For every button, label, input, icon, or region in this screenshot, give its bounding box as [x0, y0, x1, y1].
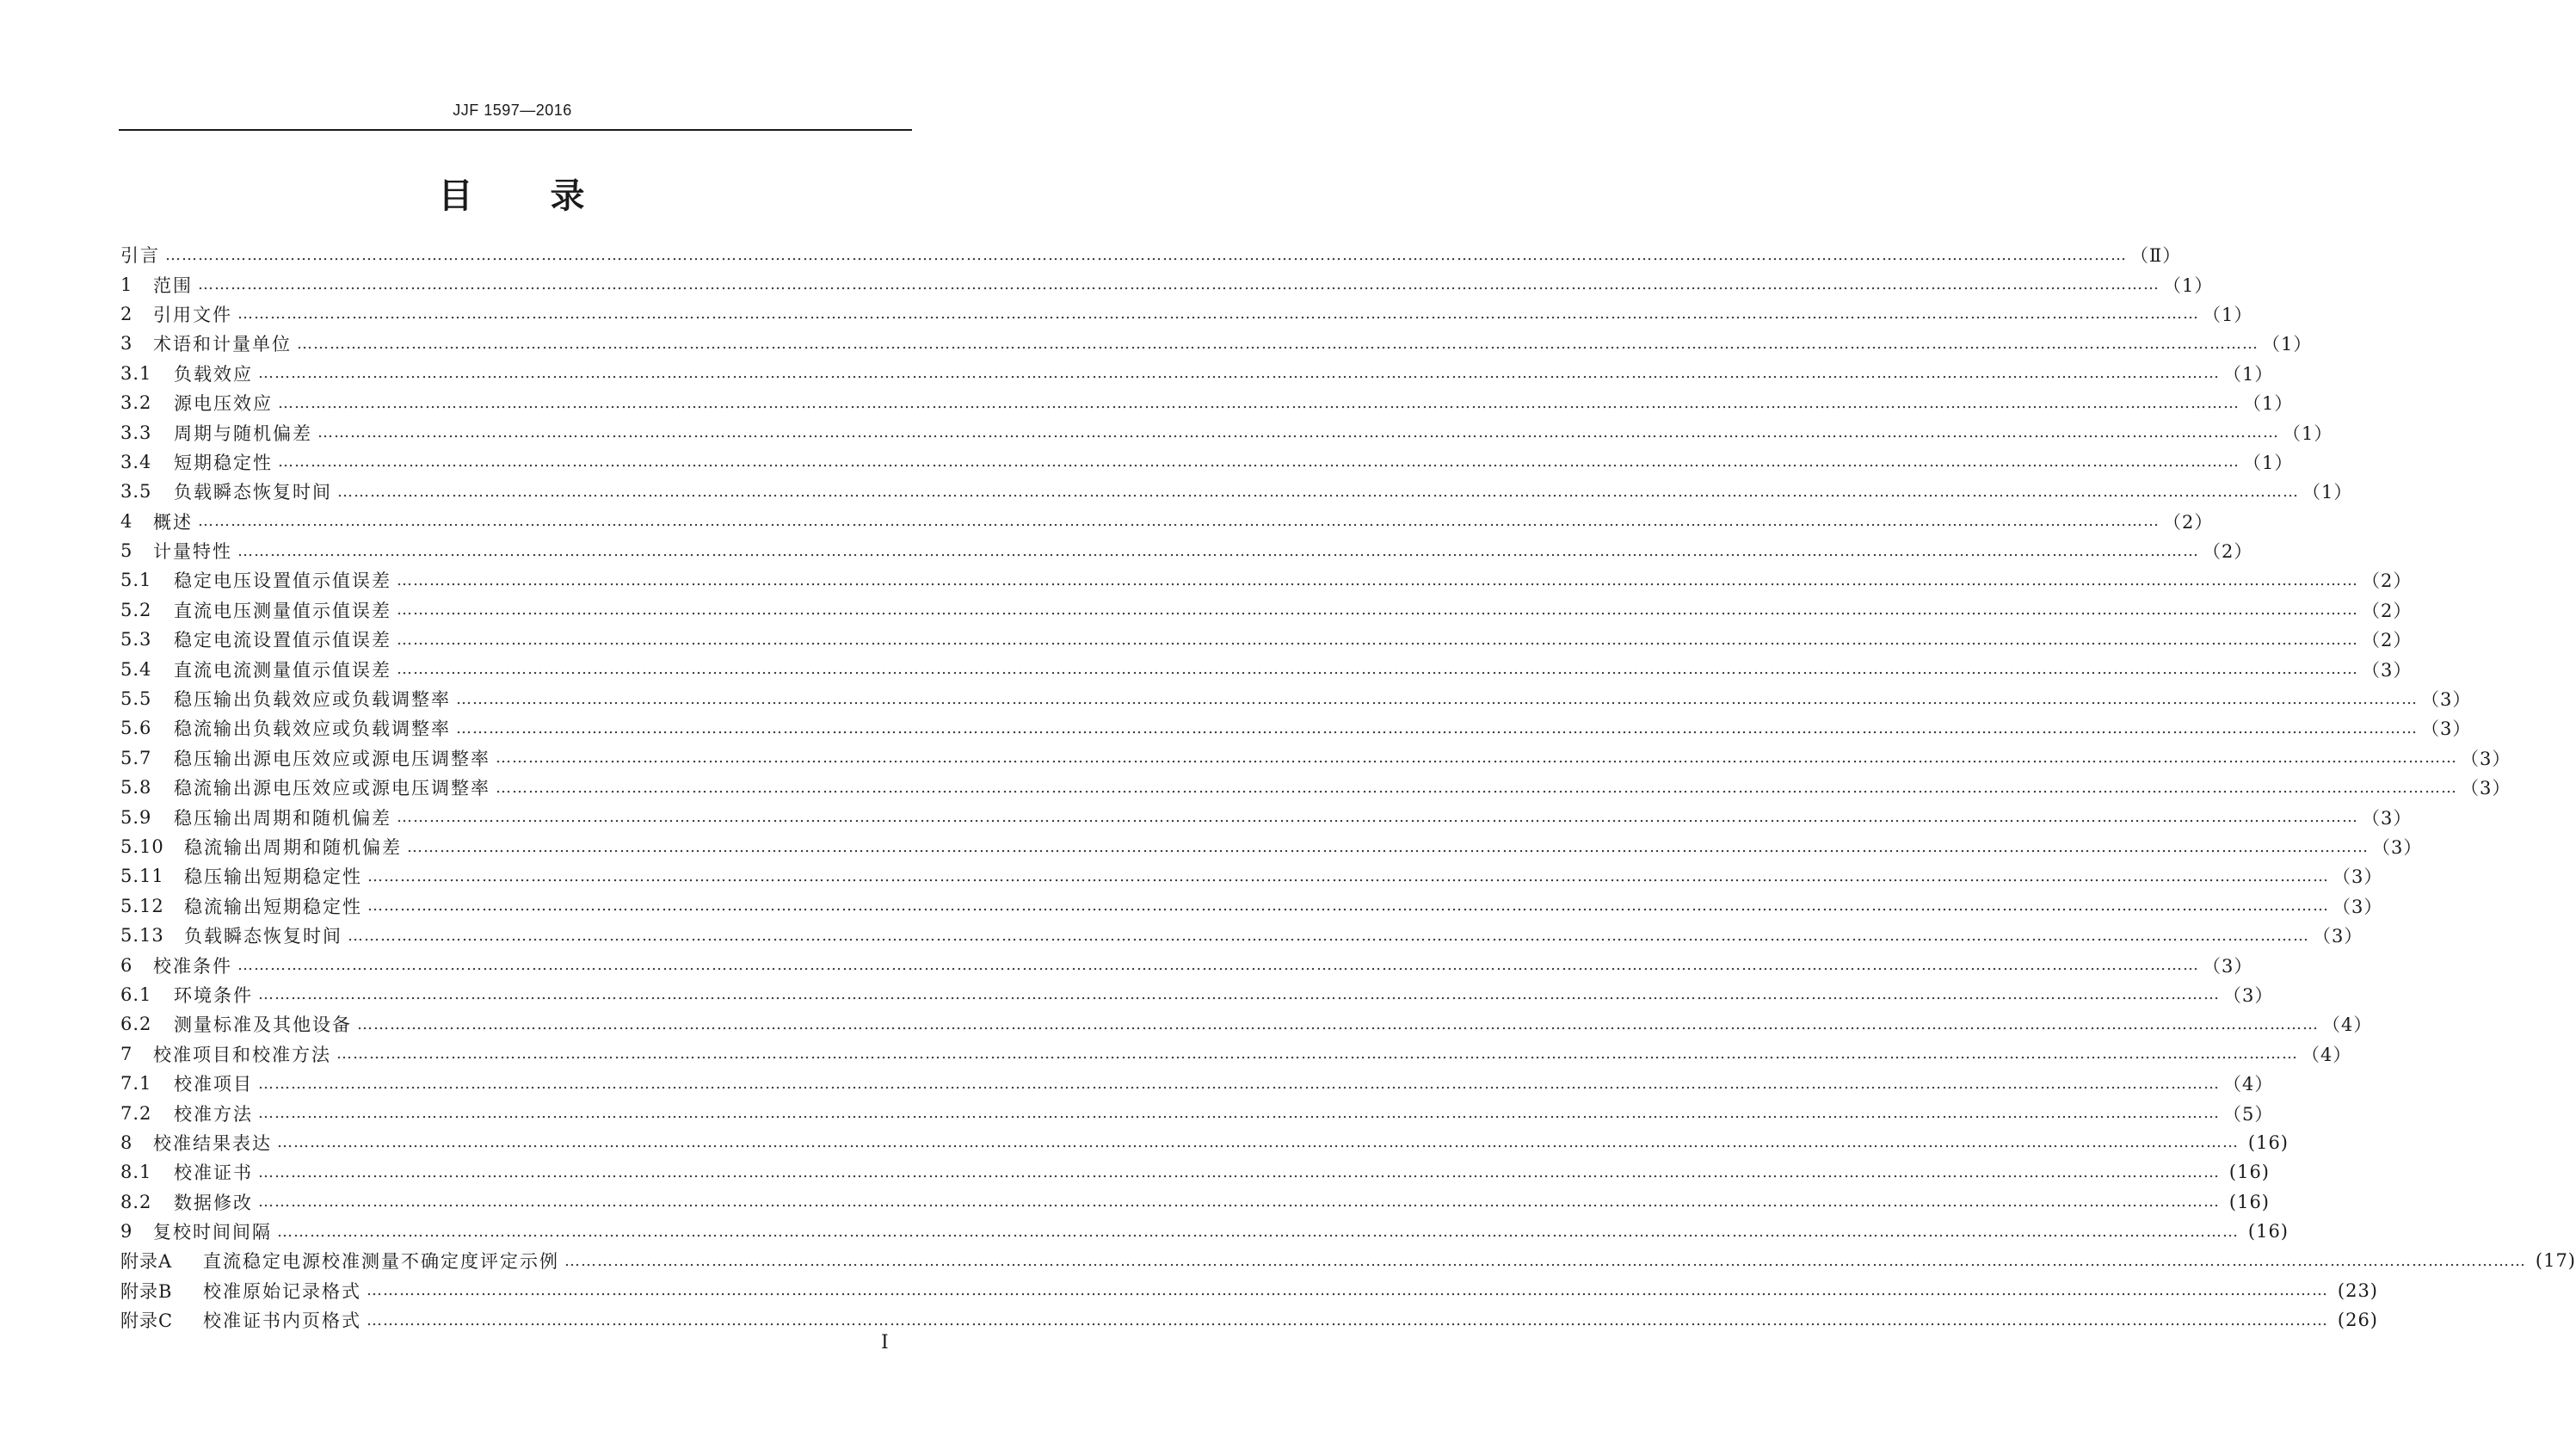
- toc-dot-leader: ………………………………………………………………………………………………………………………………………………………………………………………………………………………………………………………………………………………………………………………………: [496, 778, 2457, 797]
- toc-entry[interactable]: [120, 654, 2413, 683]
- toc-entry-page: （1）: [2302, 482, 2353, 503]
- toc-entry[interactable]: [120, 832, 2423, 861]
- toc-entry-page: (16): [2228, 1191, 2270, 1212]
- toc-entry-number: 5.9: [120, 806, 152, 828]
- toc-dot-leader: ………………………………………………………………………………………………………………………………………………………………………………………………………………………………………………………………………………………………………………………………: [278, 393, 2240, 412]
- toc-entry-label: 校准条件: [153, 955, 232, 977]
- toc-dot-leader: ………………………………………………………………………………………………………………………………………………………………………………………………………………………………………………………………………………………………………………………………: [237, 305, 2199, 324]
- toc-entry-page: (26): [2337, 1310, 2378, 1331]
- toc-dot-leader: ………………………………………………………………………………………………………………………………………………………………………………………………………………………………………………………………………………………………………………………………: [337, 482, 2299, 501]
- toc-entry-label: 校准证书: [174, 1162, 253, 1184]
- toc-entry[interactable]: [120, 1305, 2378, 1335]
- toc-entry-label: 引用文件: [153, 304, 232, 325]
- toc-entry-label: 稳定电压设置值示值误差: [174, 570, 391, 592]
- toc-dot-leader: ………………………………………………………………………………………………………………………………………………………………………………………………………………………………………………………………………………………………………………………………: [258, 1193, 2220, 1212]
- toc-entry-page: （1）: [2283, 422, 2333, 444]
- toc-entry-page: （4）: [2302, 1044, 2352, 1065]
- toc-dot-leader: ………………………………………………………………………………………………………………………………………………………………………………………………………………………………………………………………………………………………………………………………: [456, 689, 2418, 708]
- toc-dot-leader: ………………………………………………………………………………………………………………………………………………………………………………………………………………………………………………………………………………………………………………………………: [278, 453, 2240, 472]
- toc-entry-number: 3: [120, 333, 133, 355]
- toc-entry[interactable]: [120, 891, 2383, 921]
- toc-entry-label: 环境条件: [174, 984, 253, 1006]
- toc-entry[interactable]: [120, 1039, 2352, 1069]
- toc-dot-leader: ………………………………………………………………………………………………………………………………………………………………………………………………………………………………………………………………………………………………………………………………: [348, 926, 2309, 945]
- toc-dot-leader: ………………………………………………………………………………………………………………………………………………………………………………………………………………………………………………………………………………………………………………………………: [258, 364, 2220, 383]
- toc-entry[interactable]: [120, 861, 2383, 891]
- toc-entry-page: （3）: [2362, 807, 2413, 829]
- toc-entry-page: （2）: [2203, 541, 2253, 563]
- toc-entry-page: （Ⅱ）: [2130, 245, 2182, 267]
- toc-dot-leader: ………………………………………………………………………………………………………………………………………………………………………………………………………………………………………………………………………………………………………………………………: [258, 985, 2220, 1004]
- toc-dot-leader: ………………………………………………………………………………………………………………………………………………………………………………………………………………………………………………………………………………………………………………………………: [456, 718, 2418, 737]
- toc-dot-leader: ………………………………………………………………………………………………………………………………………………………………………………………………………………………………………………………………………………………………………………………………: [258, 1074, 2220, 1093]
- toc-entry-number: 5.12: [120, 895, 164, 916]
- toc-entry-number: 3.4: [120, 451, 152, 472]
- toc-entry[interactable]: [120, 1098, 2274, 1127]
- toc-entry-page: （2）: [2163, 511, 2214, 533]
- toc-dot-leader: ………………………………………………………………………………………………………………………………………………………………………………………………………………………………………………………………………………………………………………………………: [357, 1014, 2319, 1033]
- toc-entry-page: （3）: [2333, 866, 2383, 888]
- toc-entry-number: 2: [120, 303, 133, 324]
- toc-entry-page: （4）: [2223, 1074, 2274, 1095]
- toc-entry-number: 9: [120, 1221, 133, 1242]
- toc-entry[interactable]: [120, 240, 2182, 269]
- toc-entry-number: 附录A: [120, 1251, 173, 1273]
- toc-entry-label: 稳流输出短期稳定性: [184, 896, 362, 917]
- toc-entry-label: 稳压输出短期稳定性: [184, 866, 362, 888]
- toc-entry[interactable]: [120, 743, 2511, 773]
- toc-entry-number: 5.11: [120, 866, 164, 887]
- toc-dot-leader: ………………………………………………………………………………………………………………………………………………………………………………………………………………………………………………………………………………………………………………………………: [237, 956, 2199, 975]
- toc-entry-label: 负载瞬态恢复时间: [184, 926, 342, 947]
- toc-dot-leader: ………………………………………………………………………………………………………………………………………………………………………………………………………………………………………………………………………………………………………………………………: [397, 660, 2358, 679]
- toc-entry[interactable]: [120, 269, 2214, 299]
- toc-dot-leader: ………………………………………………………………………………………………………………………………………………………………………………………………………………………………………………………………………………………………………………………………: [336, 1045, 2298, 1064]
- toc-entry-label: 校准原始记录格式: [203, 1280, 361, 1302]
- toc-entry-page: （1）: [2223, 363, 2274, 385]
- toc-entry-label: 稳压输出负载效应或负载调整率: [174, 689, 451, 711]
- toc-entry-label: 稳流输出负载效应或负载调整率: [174, 718, 451, 740]
- toc-entry-number: 5: [120, 540, 133, 562]
- toc-entry[interactable]: [120, 802, 2413, 831]
- toc-dot-leader: ………………………………………………………………………………………………………………………………………………………………………………………………………………………………………………………………………………………………………………………………: [258, 1162, 2220, 1181]
- toc-entry-number: 5.5: [120, 688, 152, 710]
- toc-entry[interactable]: [120, 507, 2214, 536]
- toc-entry-page: （3）: [2362, 659, 2413, 681]
- toc-dot-leader: ………………………………………………………………………………………………………………………………………………………………………………………………………………………………………………………………………………………………………………………………: [367, 1310, 2328, 1329]
- toc-entry[interactable]: [120, 713, 2472, 743]
- page-title: [0, 169, 1025, 218]
- document-code-header: JJF 1597—2016: [453, 102, 572, 119]
- toc-entry-number: 3.3: [120, 422, 152, 443]
- page-number: I: [881, 1332, 889, 1353]
- toc-entry-page: (17): [2535, 1250, 2576, 1272]
- toc-entry-page: （5）: [2223, 1103, 2274, 1125]
- toc-dot-leader: ………………………………………………………………………………………………………………………………………………………………………………………………………………………………………………………………………………………………………………………………: [407, 837, 2369, 856]
- toc-entry-label: 短期稳定性: [174, 452, 273, 473]
- toc-dot-leader: ………………………………………………………………………………………………………………………………………………………………………………………………………………………………………………………………………………………………………………………………: [397, 808, 2358, 827]
- toc-entry-label: 稳压输出源电压效应或源电压调整率: [174, 748, 490, 769]
- toc-entry[interactable]: [120, 1187, 2270, 1217]
- toc-dot-leader: ………………………………………………………………………………………………………………………………………………………………………………………………………………………………………………………………………………………………………………………………: [367, 1281, 2328, 1300]
- toc-entry-page: （3）: [2203, 955, 2253, 977]
- toc-entry-page: （3）: [2223, 984, 2274, 1006]
- toc-entry[interactable]: [120, 921, 2363, 950]
- toc-dot-leader: ………………………………………………………………………………………………………………………………………………………………………………………………………………………………………………………………………………………………………………………………: [367, 866, 2329, 885]
- toc-entry[interactable]: [120, 684, 2472, 713]
- toc-dot-leader: ………………………………………………………………………………………………………………………………………………………………………………………………………………………………………………………………………………………………………………………………: [237, 541, 2199, 560]
- toc-entry-number: 6: [120, 954, 133, 976]
- toc-entry-page: （4）: [2322, 1014, 2373, 1036]
- toc-entry[interactable]: [120, 980, 2274, 1009]
- toc-entry-number: 8: [120, 1131, 133, 1153]
- toc-entry-number: 7: [120, 1043, 133, 1064]
- toc-entry-number: 5.4: [120, 658, 152, 680]
- toc-entry[interactable]: [120, 1128, 2289, 1157]
- toc-entry-number: 5.6: [120, 718, 152, 739]
- toc-entry-label: 负载瞬态恢复时间: [174, 482, 332, 503]
- toc-dot-leader: ………………………………………………………………………………………………………………………………………………………………………………………………………………………………………………………………………………………………………………………………: [258, 1104, 2220, 1123]
- toc-dot-leader: ………………………………………………………………………………………………………………………………………………………………………………………………………………………………………………………………………………………………………………………………: [564, 1251, 2526, 1270]
- toc-entry[interactable]: [120, 359, 2274, 388]
- toc-entry-number: 5.2: [120, 599, 152, 620]
- toc-entry-label: 稳定电流设置值示值误差: [174, 630, 391, 651]
- toc-entry-page: （2）: [2362, 630, 2413, 651]
- toc-entry-number: 8.1: [120, 1162, 152, 1183]
- toc-entry-page: （2）: [2362, 570, 2413, 592]
- toc-entry[interactable]: [120, 417, 2333, 447]
- header-divider: [119, 129, 912, 131]
- toc-entry-label: 数据修改: [174, 1192, 253, 1213]
- toc-entry-page: （1）: [2262, 334, 2313, 355]
- toc-entry-number: 3.1: [120, 362, 152, 384]
- toc-entry-number: 1: [120, 274, 133, 295]
- toc-dot-leader: ………………………………………………………………………………………………………………………………………………………………………………………………………………………………………………………………………………………………………………………………: [297, 334, 2259, 353]
- toc-entry[interactable]: [120, 477, 2353, 506]
- toc-entry[interactable]: [120, 950, 2253, 979]
- toc-entry-label: 范围: [153, 274, 193, 296]
- toc-dot-leader: ………………………………………………………………………………………………………………………………………………………………………………………………………………………………………………………………………………………………………………………………: [198, 275, 2160, 294]
- toc-entry-page: （1）: [2163, 274, 2214, 296]
- toc-entry-number: 附录C: [120, 1310, 174, 1332]
- toc-entry-label: 负载效应: [174, 363, 253, 385]
- title-char-right: 录: [550, 176, 587, 216]
- toc-dot-leader: ………………………………………………………………………………………………………………………………………………………………………………………………………………………………………………………………………………………………………………………………: [397, 630, 2358, 649]
- toc-dot-leader: ………………………………………………………………………………………………………………………………………………………………………………………………………………………………………………………………………………………………………………………………: [277, 1222, 2239, 1241]
- toc-dot-leader: ………………………………………………………………………………………………………………………………………………………………………………………………………………………………………………………………………………………………………………………………: [277, 1133, 2239, 1152]
- toc-entry-label: 校准结果表达: [153, 1132, 272, 1154]
- toc-entry-label: 直流电压测量值示值误差: [174, 600, 391, 621]
- toc-dot-leader: ………………………………………………………………………………………………………………………………………………………………………………………………………………………………………………………………………………………………………………………………: [397, 570, 2358, 589]
- toc-entry-label: 源电压效应: [174, 393, 273, 415]
- toc-entry-number: 附录B: [120, 1280, 173, 1302]
- toc-entry[interactable]: [120, 1157, 2270, 1187]
- toc-entry-page: （3）: [2313, 926, 2363, 947]
- toc-entry-number: 5.3: [120, 629, 152, 651]
- toc-entry-page: （3）: [2461, 778, 2511, 799]
- toc-entry[interactable]: [120, 536, 2253, 565]
- toc-entry[interactable]: [120, 773, 2511, 802]
- toc-entry-page: （1）: [2243, 393, 2294, 415]
- toc-entry-page: （2）: [2362, 600, 2413, 621]
- title-char-left: 目: [438, 176, 475, 216]
- toc-entry-number: 5.13: [120, 925, 164, 946]
- toc-entry-page: (16): [2228, 1162, 2270, 1183]
- toc-entry-number: 6.1: [120, 983, 152, 1005]
- toc-entry-number: 7.2: [120, 1102, 152, 1124]
- toc-entry-label: 稳流输出周期和随机偏差: [184, 837, 402, 858]
- toc-entry-label: 复校时间间隔: [153, 1222, 272, 1243]
- toc-entry-page: （3）: [2461, 748, 2511, 769]
- toc-entry-label: 测量标准及其他设备: [174, 1014, 352, 1036]
- toc-entry-label: 引言: [120, 245, 160, 267]
- toc-entry-number: 8.2: [120, 1191, 152, 1212]
- toc-entry-label: 稳压输出周期和随机偏差: [174, 807, 391, 829]
- toc-entry-page: （1）: [2243, 452, 2294, 473]
- toc-entry-page: （1）: [2203, 304, 2253, 325]
- toc-entry-label: 术语和计量单位: [153, 334, 292, 355]
- toc-entry-label: 稳流输出源电压效应或源电压调整率: [174, 778, 490, 799]
- toc-entry-number: 4: [120, 510, 133, 532]
- toc-entry-number: 5.10: [120, 836, 164, 857]
- toc-dot-leader: ………………………………………………………………………………………………………………………………………………………………………………………………………………………………………………………………………………………………………………………………: [367, 897, 2329, 916]
- toc-entry-number: 3.5: [120, 481, 152, 503]
- toc-entry-label: 校准项目: [174, 1074, 253, 1095]
- toc-entry[interactable]: [120, 388, 2294, 417]
- toc-entry-number: 5.8: [120, 777, 152, 798]
- toc-entry[interactable]: [120, 625, 2413, 654]
- toc-dot-leader: ………………………………………………………………………………………………………………………………………………………………………………………………………………………………………………………………………………………………………………………………: [165, 245, 2127, 264]
- toc-entry-number: 3.2: [120, 392, 152, 414]
- toc-entry-label: 校准项目和校准方法: [153, 1044, 331, 1065]
- toc-entry-label: 概述: [153, 511, 193, 533]
- toc-entry[interactable]: [120, 565, 2413, 595]
- toc-entry[interactable]: [120, 595, 2413, 625]
- toc-entry-page: (16): [2247, 1221, 2289, 1242]
- toc-entry-number: 6.2: [120, 1014, 152, 1035]
- toc-dot-leader: ………………………………………………………………………………………………………………………………………………………………………………………………………………………………………………………………………………………………………………………………: [397, 601, 2358, 620]
- toc-entry-label: 直流电流测量值示值误差: [174, 659, 391, 681]
- toc-entry-number: 7.1: [120, 1073, 152, 1094]
- toc-entry-page: (16): [2247, 1131, 2289, 1153]
- toc-entry-number: 5.7: [120, 747, 152, 768]
- toc-dot-leader: ………………………………………………………………………………………………………………………………………………………………………………………………………………………………………………………………………………………………………………………………: [317, 423, 2279, 442]
- toc-entry-number: 5.1: [120, 570, 152, 591]
- toc-entry-page: （3）: [2333, 896, 2383, 917]
- toc-entry-label: 校准方法: [174, 1103, 253, 1125]
- toc-entry[interactable]: [120, 1069, 2274, 1098]
- toc-dot-leader: ………………………………………………………………………………………………………………………………………………………………………………………………………………………………………………………………………………………………………………………………: [496, 749, 2457, 768]
- toc-entry-page: (23): [2337, 1279, 2378, 1301]
- toc-entry-label: 校准证书内页格式: [203, 1310, 361, 1332]
- table-of-contents: [120, 240, 2576, 1335]
- toc-entry[interactable]: [120, 1217, 2289, 1246]
- toc-entry-page: （3）: [2372, 837, 2423, 858]
- toc-entry[interactable]: [120, 329, 2313, 358]
- toc-entry-page: （3）: [2421, 689, 2472, 711]
- toc-entry-label: 周期与随机偏差: [174, 422, 312, 444]
- toc-entry[interactable]: [120, 447, 2294, 477]
- toc-entry-label: 计量特性: [153, 541, 232, 563]
- toc-entry[interactable]: [120, 1276, 2378, 1305]
- toc-entry[interactable]: [120, 1246, 2576, 1275]
- toc-entry[interactable]: [120, 299, 2253, 329]
- toc-entry-label: 直流稳定电源校准测量不确定度评定示例: [203, 1251, 559, 1273]
- toc-entry-page: （3）: [2421, 718, 2472, 740]
- toc-entry[interactable]: [120, 1009, 2373, 1039]
- toc-dot-leader: ………………………………………………………………………………………………………………………………………………………………………………………………………………………………………………………………………………………………………………………………: [198, 512, 2160, 531]
